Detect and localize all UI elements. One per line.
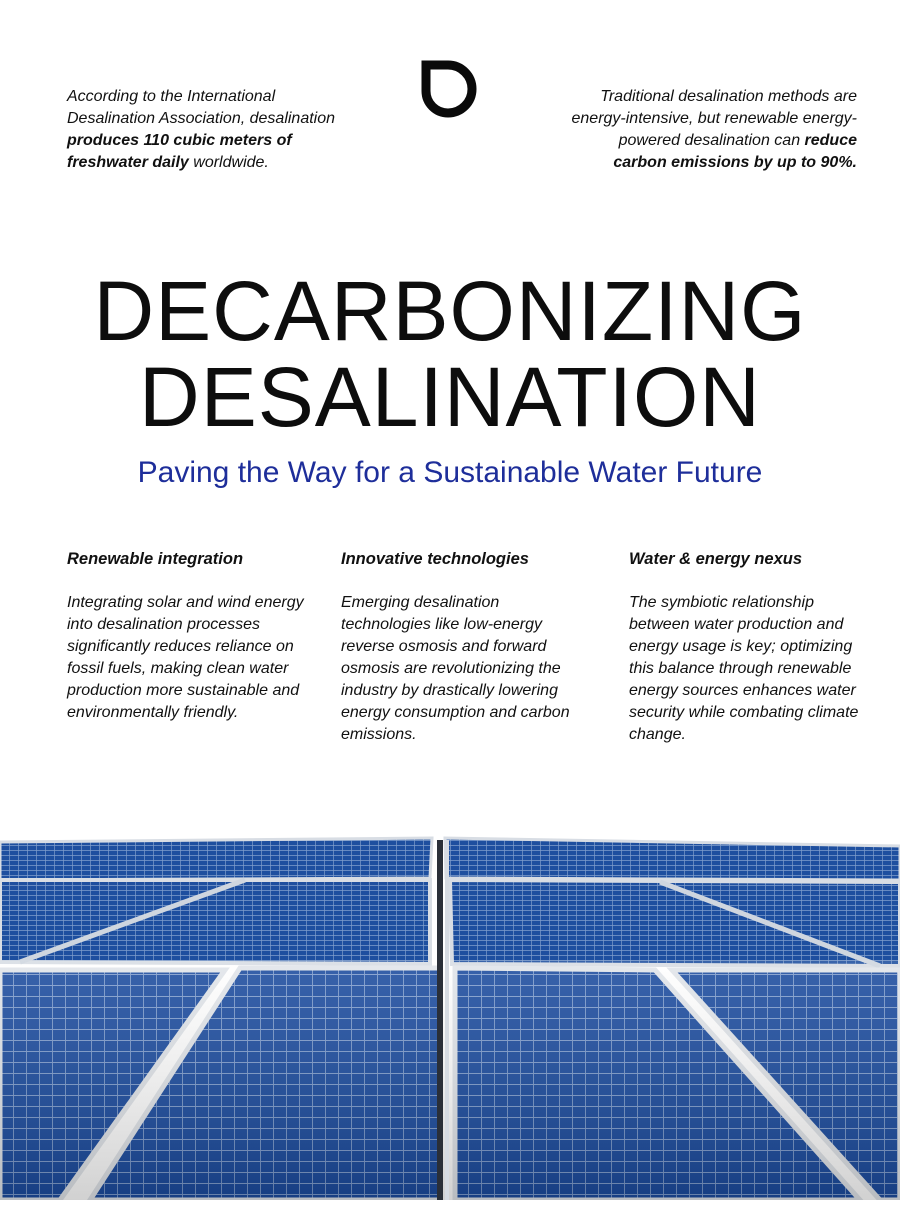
column-renewable-integration	[67, 548, 307, 724]
left-stat-after: worldwide.	[188, 154, 269, 171]
d-logo-icon	[420, 60, 482, 118]
page-title	[0, 264, 900, 444]
solar-panels-photo	[0, 820, 900, 1200]
column-body: Integrating solar and wind energy into desalination processes significantly reduces reliance on fossil fuels, making clean water production more sustainable and environmentally friendly.	[67, 594, 304, 721]
right-stat-text	[567, 86, 857, 174]
right-stat-highlight: reduce carbon emissions by up to 90%.	[613, 132, 857, 171]
title-line-2: DESALINATION	[139, 350, 761, 444]
far-panel-row	[0, 838, 900, 880]
column-body: The symbiotic relationship between water production and energy usage is key; optimizing this balance through renewable energy sources enhances water security while combating climate change.	[629, 594, 859, 743]
column-water-energy-nexus	[629, 548, 869, 746]
column-body: Emerging desalination technologies like low-energy reverse osmosis and forward osmosis are revolutionizing the industry by drastically lowering energy consumption and carbon emissions.	[341, 594, 570, 743]
left-stat-text	[67, 86, 357, 174]
column-heading: Innovative technologies	[341, 550, 529, 568]
column-heading: Renewable integration	[67, 550, 244, 568]
left-stat-before: According to the International Desalination Association, desalination	[67, 88, 336, 127]
left-stat-highlight: produces 110 cubic meters of freshwater daily	[67, 132, 292, 171]
title-line-1: DECARBONIZING	[93, 264, 807, 358]
page-subtitle: Paving the Way for a Sustainable Water Future	[137, 456, 763, 489]
column-innovative-technologies	[341, 548, 581, 746]
right-stat-before: Traditional desalination methods are energy-intensive, but renewable energy-powered desalination can	[571, 88, 857, 149]
column-heading: Water & energy nexus	[629, 550, 803, 568]
middle-panel-row	[0, 880, 900, 966]
